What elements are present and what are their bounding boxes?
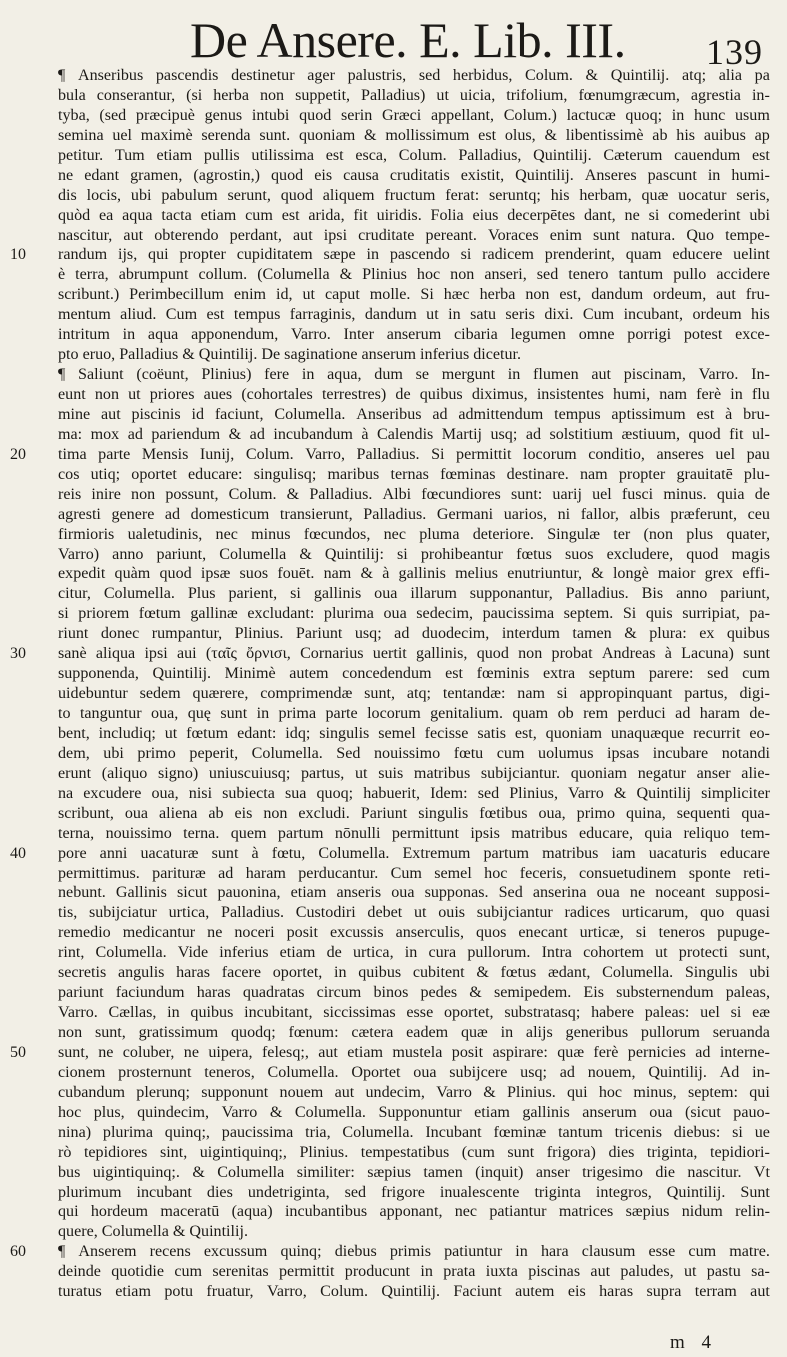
text-line <box>10 644 770 664</box>
line-text: semina uel maximè serenda sunt. quoniam & mollissimum est olus, & libentissimè ab his auibus ap <box>58 126 770 144</box>
line-text: nina) plurima quinq;, paucissima tria, Columella. Incubant fœminæ tantum tricenis diebus: si ue <box>58 1123 770 1141</box>
line-text: eunt non ut priores aues (cohortales terrestres) de quibus diximus, insistentes humi, nam ferè in flu <box>58 386 770 403</box>
line-text: deinde quotidie cum serenitas permittit producunt in prata iuxta piscinas aut paludes, ut pastu sa- <box>58 1263 770 1281</box>
line-text: ne edant gramen, (agrostin,) quod eis causa cruditatis existit, Quintilij. Anseres pascunt in humi- <box>58 166 770 184</box>
line-text: firmioris ualetudinis, nec minus fœcundos, nec pluma deteriore. Singulæ ter (non plus quater, <box>58 525 770 543</box>
line-text: nascitur, aut obterendo perdant, aut ipsi cruditate pereant. Voraces enim sunt natura. Quo tempe- <box>58 226 770 244</box>
line-text: si priorem fœtum gallinæ excludant: plurima oua sedecim, paucissima septem. Si quis surripiat, pa- <box>58 605 770 623</box>
text-line <box>58 385 770 405</box>
text-line <box>58 525 770 545</box>
text-line <box>58 764 770 784</box>
line-number: 30 <box>10 645 26 663</box>
line-text: scribunt, oua aliena ab eis non excludi. Pariunt singulis fœtibus oua, primo quina, sequenti qua- <box>58 804 770 822</box>
line-text: sunt, ne coluber, ne uipera, felesq;, aut etiam mustela posit aspirare: quæ ferè pernicies ad interne- <box>58 1043 770 1061</box>
text-line <box>58 1262 770 1282</box>
text-line <box>58 1063 770 1083</box>
text-line <box>58 684 770 704</box>
line-text: rint, Columella. Vide inferius etiam de urtica, in cura pullorum. Intra cohortem ut protecti sunt, <box>58 944 770 962</box>
line-text: expedit quàm quod ipsæ suos fouēt. nam & à gallinis melius enutriuntur, & longè maior grex effi- <box>58 565 770 583</box>
text-line <box>58 265 770 285</box>
text-line <box>58 106 770 126</box>
text-line <box>58 405 770 425</box>
text-line <box>58 485 770 505</box>
line-text: uidebuntur sedem quærere, comprimendæ sunt, atq; tentandæ: nam si appropinquant partus, digi- <box>58 685 770 703</box>
text-line <box>10 1242 770 1262</box>
line-text: to tanguntur oua, quę sunt in prima parte locorum genitalium. quam ob rem perduci ad haram de- <box>58 705 770 722</box>
line-text: qui hordeum maceratū (aqua) incubantibus apponant, nec patiantur matrices sæpius nidum relin- <box>58 1203 770 1221</box>
line-text: remedio medicantur ne noceri posit excussis anserculis, quos enecant urticæ, si teneros pupuge- <box>58 924 770 942</box>
text-line <box>58 744 770 764</box>
text-line <box>58 186 770 206</box>
text-line <box>10 844 770 864</box>
line-number: 10 <box>10 246 26 264</box>
text-line <box>58 166 770 186</box>
text-line <box>58 624 770 644</box>
line-text: ¶ Anserem recens excussum quinq; diebus primis patiuntur in hara clausum esse cum matre. <box>58 1243 770 1261</box>
text-line <box>58 1123 770 1143</box>
text-line <box>58 1202 770 1222</box>
text-line <box>58 1103 770 1123</box>
text-line <box>10 445 770 465</box>
line-text: pariunt faciundum haras quadratas circum binos pedes & semipedem. Eis substernendum paleas, <box>58 984 770 1002</box>
line-text: citur, Columella. Plus parient, si gallinis oua illarum supponantur, Palladius. Bis anno pariunt, <box>58 585 770 603</box>
text-line <box>58 804 770 824</box>
line-text: ¶ Saliunt (coëunt, Plinius) fere in aqua, dum se mergunt in flumen aut piscinam, Varro. In- <box>58 366 770 384</box>
line-text: petitur. Tum etiam pullis utilissima est esca, Colum. Palladius, Quintilij. Cæterum cauendum est <box>58 146 770 164</box>
line-text: ma: mox ad pariendum & ad incubandum à Calendis Martij usq; ad solstitium æstiuum, quod fit ul- <box>58 425 770 443</box>
line-text: Varro. Cællas, in quibus incubitant, siccissimas esse oportet, substratasq; habere paleas: uel si eæ <box>58 1004 770 1022</box>
text-line <box>58 1143 770 1163</box>
line-text: tis, subijciatur urtica, Palladius. Custodiri debet ut ouis subijciantur radices urticarum, quo quasi <box>58 904 770 922</box>
text-line <box>58 1003 770 1023</box>
line-text: sanè aliqua ipsi aui (ταῖς ὄρνισι, Cornarius uertit gallinis, quod non probat Andreas à Lacuna) sunt <box>58 645 770 663</box>
line-text: Varro) anno pariunt, Columella & Quintilij: si prohibeantur fœtus suos excludere, quod magis <box>58 545 770 563</box>
line-text: intritum in aqua apponendum, Varro. Inter anserum cibaria legumen omne porrigi potest exce- <box>58 326 770 344</box>
line-text: bula conserantur, (si herba non suppetit, Palladius) ut uicia, trifolium, fœnumgræcum, agrestia in- <box>58 86 770 104</box>
line-text: reis inire non possunt, Colum. & Palladius. Albi fœcundiores sunt: uarij uel fusci minus. quia de <box>58 485 770 503</box>
text-line <box>58 1282 770 1302</box>
line-text: plurimum incubant dies undetriginta, sed frigore inualescente triginta integros, Quintilij. Sunt <box>58 1183 770 1201</box>
text-line <box>58 305 770 325</box>
signature-mark: m 4 <box>670 1332 718 1353</box>
line-text: hoc plus, quindecim, Varro & Columella. Supponuntur etiam gallinis anserum oua (sicut pauo- <box>58 1103 770 1121</box>
line-text: cos utiq; oportet educare: singulisq; maribus ternas fœminas destinare. nam propter grauitatē plu- <box>58 465 770 483</box>
line-text: secretis angulis haras facere oportet, in quibus cubitent & fœtus ædant, Columella. Singulis ubi <box>58 964 770 982</box>
line-text: mentum aliud. Cum est tempus farraginis, dandum ut in satu seris dixi. Cum incubant, ordeum his <box>58 306 770 324</box>
text-line <box>58 226 770 246</box>
line-text: randum ijs, qui propter cupiditatem sæpe in pascendo si radicem prenderint, quam educere uelint <box>58 246 770 264</box>
line-text: bent, includiq; ut fœtum edant: idq; singulis semel fecisse satis est, quoniam unaquæque recurrit eo- <box>58 724 770 742</box>
line-number: 20 <box>10 445 26 463</box>
line-text: nebunt. Gallinis sicut pauonina, etiam anseris oua supponas. Sed anserina oua ne noceant supposi- <box>58 884 770 902</box>
line-text: ¶ Anseribus pascendis destinetur ager palustris, sed herbidus, Colum. & Quintilij. atq; alia pa <box>58 67 770 84</box>
text-line <box>58 883 770 903</box>
line-text: agresti genere ad domesticum transierunt, Palladius. Germani uarios, ni fallor, albis præferunt, ceu <box>58 505 770 523</box>
text-line <box>10 1043 770 1063</box>
text-line <box>58 584 770 604</box>
line-text: erunt (aliquo signo) uniuscuiusq; partus, ut suis matribus subijciantur. quoniam negatur anser alie- <box>58 764 770 782</box>
text-line <box>58 923 770 943</box>
text-line <box>58 505 770 525</box>
text-line <box>58 824 770 844</box>
text-line <box>58 604 770 624</box>
line-text: supponenda, Quintilij. Minimè autem concedendum est fœminis extra septum parere: sed cum <box>58 665 770 683</box>
line-text: quòd ea aqua tacta etiam cum est arida, fit uiridis. Folia eius decerpētes dant, ne si comederint ubi <box>58 206 770 224</box>
text-line <box>58 864 770 884</box>
line-text: pore anni uacaturæ sunt à fœtu, Columella. Extremum partum matribus iam uacaturis educare <box>58 844 770 862</box>
text-line <box>58 784 770 804</box>
text-line <box>58 943 770 963</box>
text-line <box>58 126 770 146</box>
line-text: permittimus. parituræ ad haram perducantur. Cum semel hoc feceris, consuetudinem sponte reti- <box>58 864 770 882</box>
text-line <box>58 325 770 345</box>
page-number: 139 <box>706 32 763 72</box>
text-line <box>58 903 770 923</box>
text-line <box>58 1023 770 1043</box>
text-line <box>58 66 770 86</box>
page-header <box>0 8 787 70</box>
line-text: tyba, (sed præcipuè genus intubi quod serin Græci appellant, Colum.) lactucæ quoq; in hunc usum <box>58 106 770 124</box>
text-line <box>58 146 770 166</box>
text-line <box>58 724 770 744</box>
line-text: quere, Columella & Quintilij. <box>58 1223 248 1241</box>
text-line <box>58 664 770 684</box>
line-text: pto eruo, Palladius & Quintilij. De saginatione anserum inferius dicetur. <box>58 346 522 364</box>
line-text: mine aut piscinis id faciunt, Columella. Anseribus ad admittendum tempus aptissimum est à bru- <box>58 405 770 423</box>
body-text <box>10 66 770 1302</box>
text-line <box>58 963 770 983</box>
line-number: 50 <box>10 1043 26 1061</box>
text-line <box>58 564 770 584</box>
text-line <box>58 983 770 1003</box>
text-line <box>58 365 770 385</box>
line-text: dem, ubi primo peperit, Columella. Sed nouissimo fœtu cum uolumus ipsas incubare notandi <box>58 744 770 762</box>
text-line <box>10 245 770 265</box>
line-text: terna, nouissimo terna. quem partum nōnulli permittunt ipsis matribus educare, quia reliquo tem- <box>58 824 770 842</box>
text-line <box>58 545 770 565</box>
text-line <box>58 285 770 305</box>
line-text: na excudere oua, nisi subiecta sua quoq; habuerit, Idem: sed Plinius, Varro & Quintilij simpliciter <box>58 784 770 802</box>
text-line <box>58 1083 770 1103</box>
line-text: dis locis, ubi pabulum serunt, quod aliquem fructum ferat: seruntq; his herbam, quæ uocatur seris, <box>58 186 770 204</box>
line-text: tima parte Mensis Iunij, Colum. Varro, Palladius. Si permittit locorum conditio, anseres uel pau <box>58 445 770 463</box>
line-text: cionem prosternunt teneros, Columella. Oportet oua subijcere usq; ad nouem, Quintilij. Ad in- <box>58 1063 770 1081</box>
text-line <box>58 345 770 365</box>
line-text: bus uigintiquinq;. & Columella similiter: sæpius tamen (inquit) anser trigesimo die nascitur. Vt <box>58 1163 770 1181</box>
text-line <box>58 425 770 445</box>
text-line <box>58 206 770 226</box>
text-line <box>58 704 770 724</box>
text-line <box>58 1163 770 1183</box>
text-line <box>58 1222 770 1242</box>
text-line <box>58 86 770 106</box>
text-line <box>58 1183 770 1203</box>
text-line <box>58 465 770 485</box>
line-number: 40 <box>10 844 26 862</box>
line-text: non sunt, gratissimum quodq; fœnum: cætera eadem quæ in alijs generibus pullorum seruanda <box>58 1024 770 1041</box>
line-text: turatus etiam potu fruatur, Varro, Colum. Quintilij. Faciunt autem eis haras supra terram aut <box>58 1283 770 1301</box>
line-number: 60 <box>10 1243 26 1261</box>
line-text: scribunt.) Perimbecillum enim id, ut caput molle. Si hæc herba non est, dandum ordeum, aut fru- <box>58 286 770 304</box>
line-text: cubandum plerunq; supponunt nouem aut undecim, Varro & Plinius. qui hoc minus, septem: qui <box>58 1083 770 1101</box>
line-text: riunt donec rumpantur, Plinius. Pariunt usq; ad duodecim, interdum tamen & plura: ex quibus <box>58 625 770 643</box>
line-text: rò tepidiores sint, uigintiquinq;, Plinius. tempestatibus (cum sunt frigora) dies triginta, tepidiori- <box>58 1143 770 1161</box>
running-title: De Ansere. E. Lib. III. <box>190 12 626 68</box>
line-text: è terra, abrumpunt collum. (Columella & Plinius hoc non anseri, sed tenero tantum pullo accidere <box>58 266 770 284</box>
